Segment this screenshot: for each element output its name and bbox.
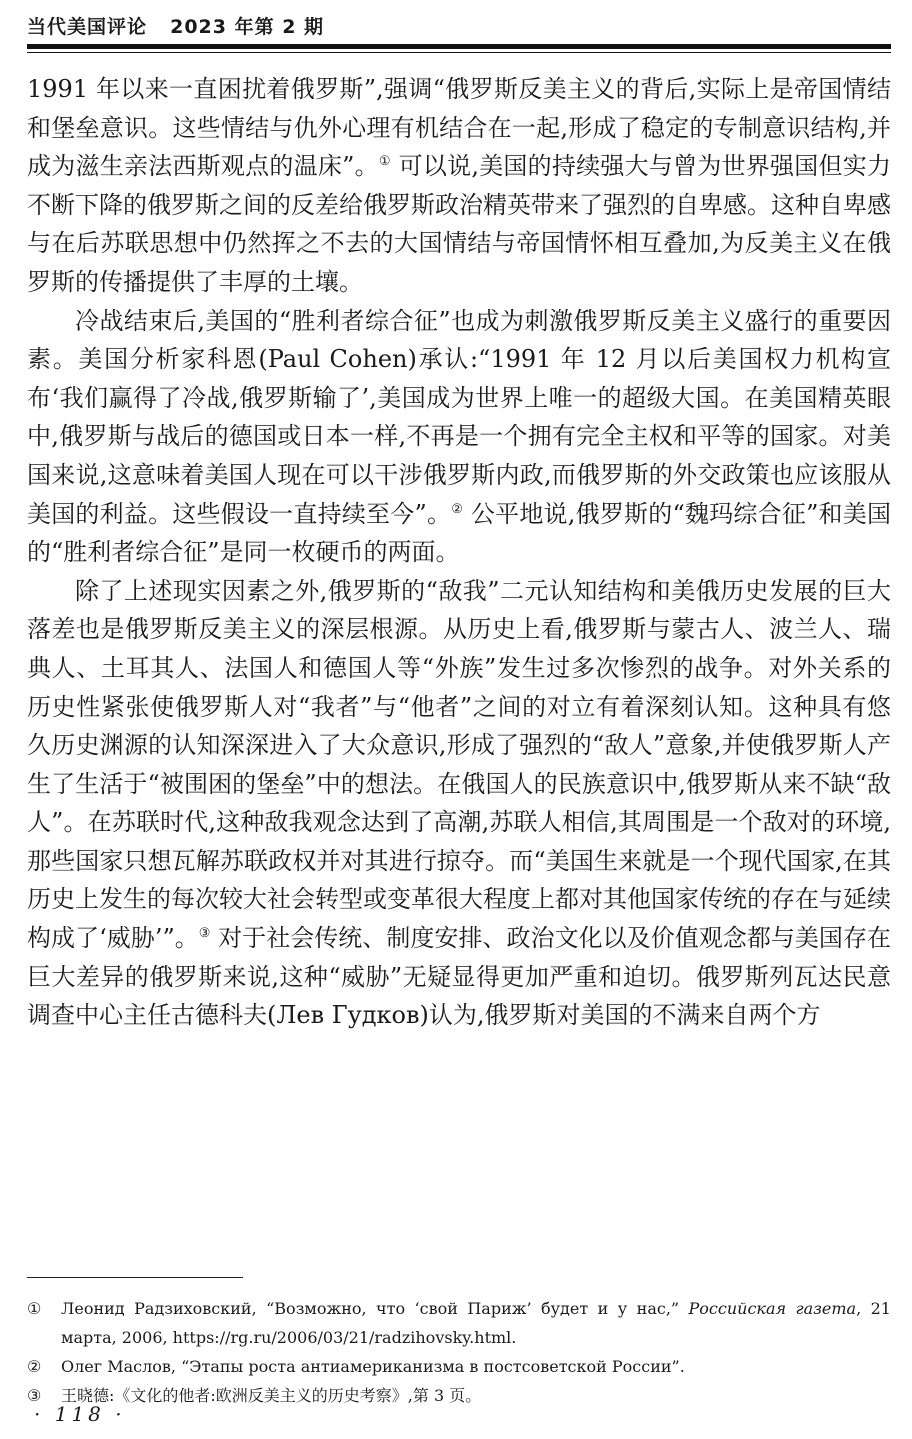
- page-number: · 118 ·: [34, 1402, 126, 1426]
- footnotes: [27, 1294, 891, 1410]
- header-rule-thick: [27, 44, 891, 49]
- journal-title: 当代美国评论: [27, 16, 148, 38]
- paragraph-2-text-a: 冷战结束后,美国的“胜利者综合征”也成为刺激俄罗斯反美主义盛行的重要因素。美国分析家科恩(Paul Cohen)承认:“1991 年 12 月以后美国权力机构宣布‘我们赢得了冷战,俄罗斯输了’,美国成为世界上唯一的超级大国。在美国精英眼中,俄罗斯与战后的德国或日本一样,不再是一个拥有完全主权和平等的国家。对美国来说,这意味着美国人现在可以干涉俄罗斯内政,而俄罗斯的外交政策也应该服从美国的利益。这些假设一直持续至今”。: [27, 306, 891, 528]
- footnote-ref-1[interactable]: ①: [378, 154, 391, 170]
- footnote-1-text-b: , 21 марта, 2006, https://rg.ru/2006/03/21/radzihovsky.html.: [61, 1299, 891, 1347]
- footnote-separator: [27, 1277, 243, 1278]
- running-header: [27, 12, 889, 46]
- paragraph-2: [27, 302, 891, 572]
- footnote-2: [27, 1352, 891, 1381]
- footnote-3-text: 王晓德:《文化的他者:欧洲反美主义的历史考察》,第 3 页。: [61, 1386, 482, 1405]
- footnote-2-mark: ②: [27, 1357, 42, 1376]
- footnote-3: [27, 1381, 891, 1410]
- header-rule-thin: [27, 52, 891, 53]
- paragraph-1: [27, 70, 891, 302]
- footnote-3-mark: ③: [27, 1386, 42, 1405]
- footnote-1: [27, 1294, 891, 1352]
- paragraph-3: [27, 572, 891, 1035]
- paragraph-1-text-b: 可以说,美国的持续强大与曾为世界强国但实力不断下降的俄罗斯之间的反差给俄罗斯政治精英带来了强烈的自卑感。这种自卑感与在后苏联思想中仍然挥之不去的大国情结与帝国情怀相互叠加,为反美主义在俄罗斯的传播提供了丰厚的土壤。: [27, 152, 891, 296]
- paragraph-1-text-a: 1991 年以来一直困扰着俄罗斯”,强调“俄罗斯反美主义的背后,实际上是帝国情结和堡垒意识。这些情结与仇外心理有机结合在一起,形成了稳定的专制意识结构,并成为滋生亲法西斯观点的温床”。: [27, 75, 891, 181]
- paragraph-2-text-b: 公平地说,俄罗斯的“魏玛综合征”和美国的“胜利者综合征”是同一枚硬币的两面。: [27, 499, 891, 567]
- body-text: [27, 70, 891, 1035]
- paragraph-3-text-b: 对于社会传统、制度安排、政治文化以及价值观念都与美国存在巨大差异的俄罗斯来说,这种“威胁”无疑显得更加严重和迫切。俄罗斯列瓦达民意调查中心主任古德科夫(Лев Гудков)认为,俄罗斯对美国的不满来自两个方: [27, 924, 891, 1030]
- footnote-1-body: [61, 1294, 891, 1352]
- footnote-ref-3[interactable]: ③: [198, 926, 211, 942]
- footnote-1-mark: ①: [27, 1299, 42, 1318]
- issue-label: 2023 年第 2 期: [170, 16, 325, 38]
- footnote-1-text-a: Леонид Радзиховский, “Возможно, что ‘свой Париж’ будет и у нас,”: [61, 1299, 689, 1318]
- footnote-1-source-title: Российская газета: [688, 1299, 857, 1318]
- paragraph-3-text-a: 除了上述现实因素之外,俄罗斯的“敌我”二元认知结构和美俄历史发展的巨大落差也是俄罗斯反美主义的深层根源。从历史上看,俄罗斯与蒙古人、波兰人、瑞典人、土耳其人、法国人和德国人等“外族”发生过多次惨烈的战争。对外关系的历史性紧张使俄罗斯人对“我者”与“他者”之间的对立有着深刻认知。这种具有悠久历史渊源的认知深深进入了大众意识,形成了强烈的“敌人”意象,并使俄罗斯人产生了生活于“被围困的堡垒”中的想法。在俄国人的民族意识中,俄罗斯从来不缺“敌人”。在苏联时代,这种敌我观念达到了高潮,苏联人相信,其周围是一个敌对的环境,那些国家只想瓦解苏联政权并对其进行掠夺。而“美国生来就是一个现代国家,在其历史上发生的每次较大社会转型或变革很大程度上都对其他国家传统的存在与延续构成了‘威胁’”。: [27, 576, 891, 953]
- footnote-ref-2[interactable]: ②: [451, 501, 464, 517]
- footnote-2-text: Олег Маслов, “Этапы роста антиамериканизма в постсоветской России”.: [61, 1357, 685, 1376]
